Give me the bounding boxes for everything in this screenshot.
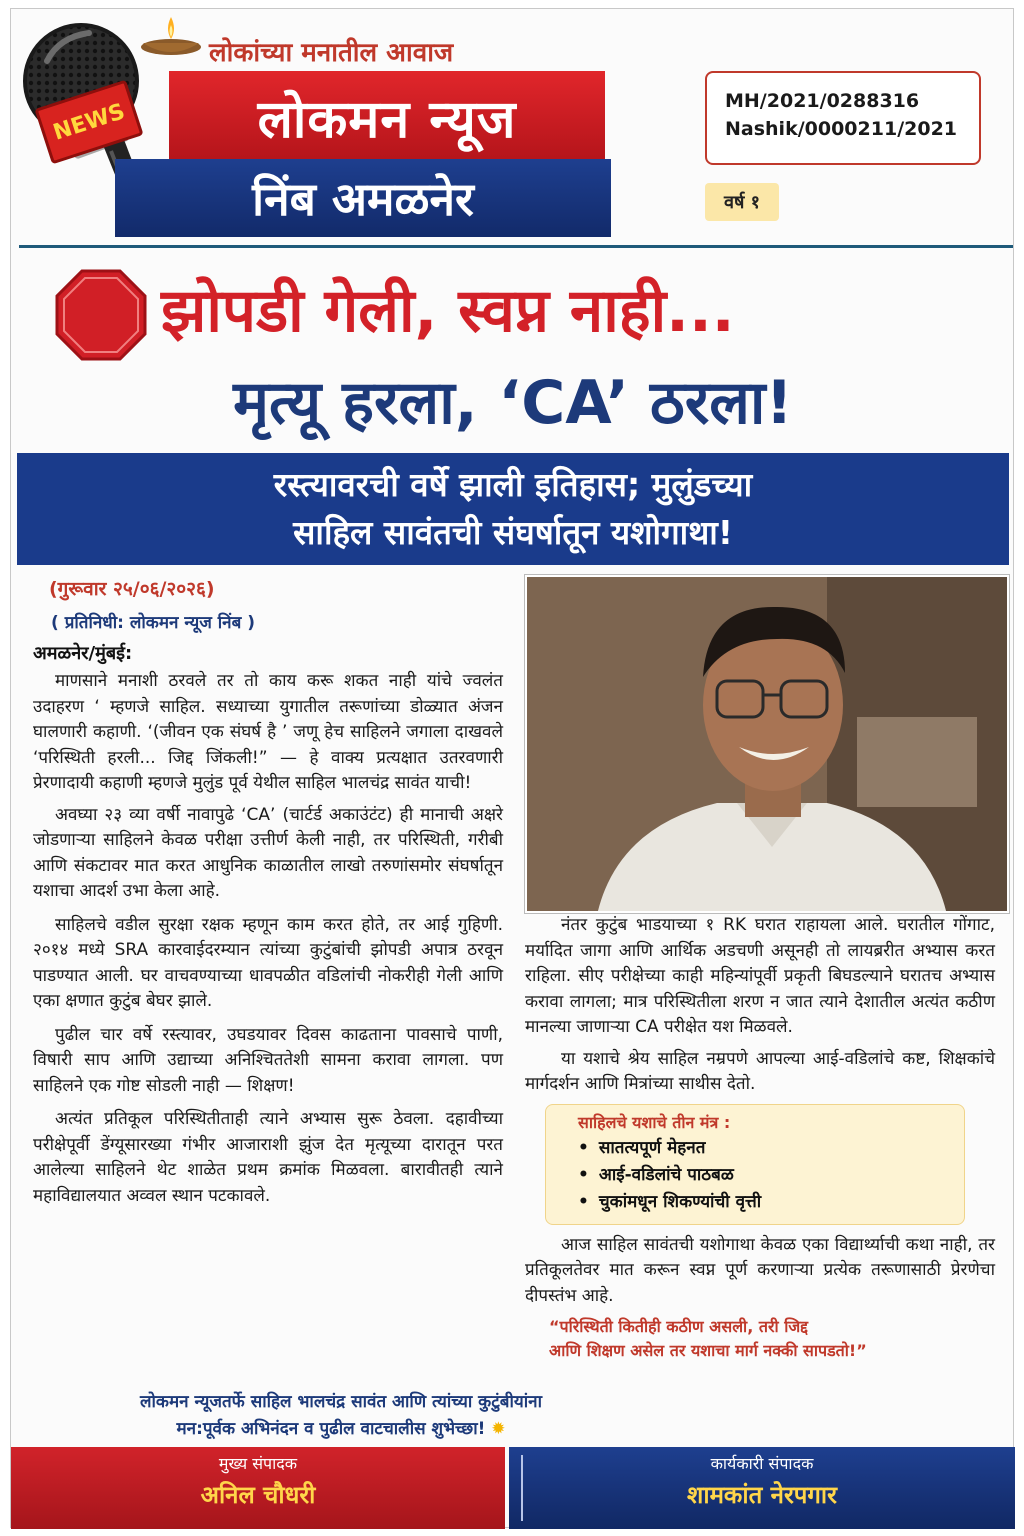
editor-name: अनिल चौधरी — [200, 1481, 316, 1509]
year-badge: वर्ष १ — [705, 183, 779, 221]
closing-quote — [549, 1315, 995, 1363]
headline-primary: झोपडी गेली, स्वप्न नाही... — [161, 276, 735, 346]
subheadline-line: रस्त्यावरची वर्षे झाली इतिहास; मुलुंडच्या — [273, 465, 753, 504]
quote-line: आणि शिक्षण असेल तर यशाचा मार्ग नक्की सापडतो!” — [549, 1341, 867, 1360]
article-reporter: ( प्रतिनिधी: लोकमन न्यूज निंब ) — [51, 613, 256, 633]
executive-editor-panel — [509, 1447, 1015, 1529]
quote-line: “परिस्थिती कितीही कठीण असली, तरी जिद्द — [549, 1317, 808, 1336]
article-paragraph: अत्यंत प्रतिकूल परिस्थितीताही त्याने अभ्यास सुरू ठेवला. दहावीच्या परीक्षेपूर्वी डेंग्यूसारख्या गंभीर आजाराशी झुंज देत मृत्यूच्या दारातून परत आलेल्या साहिलने थेट शाळेत प्रथम क्रमांक मिळवला. बारावीतही त्याने महाविद्यालयात अव्वल स्थान पटकावले. — [33, 1109, 503, 1206]
subheadline-banner — [17, 453, 1009, 565]
article-paragraph: पुढील चार वर्षे रस्त्यावर, उघडयावर दिवस काढताना पावसाचे पाणी, विषारी साप आणि उद्याच्या अनिश्चिततेशी सामना करावा लागला. पण साहिलने एक गोष्ट सोडली नाही — शिक्षण! — [33, 1024, 503, 1096]
registration-box — [705, 71, 981, 165]
exec-editor-role: कार्यकारी संपादक — [710, 1454, 814, 1473]
headline-secondary: मृत्यू हरला, ‘CA’ ठरला! — [233, 368, 793, 438]
article-dateline: अमळनेर/मुंबई: — [33, 643, 133, 664]
exec-editor-name: शामकांत नेरपगार — [687, 1481, 837, 1509]
chief-editor-panel — [11, 1447, 505, 1529]
masthead-tagline: लोकांच्या मनातील आवाज — [209, 38, 454, 68]
congrats-line: मन:पूर्वक अभिनंदन व पुढील वाटचालीस शुभेच्छा! ✹ — [176, 1419, 506, 1439]
article-left-column — [33, 575, 503, 1217]
subheadline-line: साहिल सावंतची संघर्षातून यशोगाथा! — [293, 513, 733, 552]
stop-sign-icon — [55, 269, 147, 361]
masthead-divider — [19, 245, 1013, 248]
diya-lamp-icon — [131, 13, 211, 57]
article-paragraph: नंतर कुटुंब भाडयाच्या १ RK घरात राहायला आले. घरातील गोंगाट, मर्यादित जागा आणि आर्थिक अडचणी असूनही तो लायब्ररीत अभ्यास करत राहिला. सीए परीक्षेच्या काही महिन्यांपूर्वी प्रकृती बिघडल्याने घरातच अभ्यास करावा लागला; मात्र परिस्थितीला शरण न जात त्याने देशातील अत्यंत कठीण मानल्या जाणाऱ्या CA परीक्षेत यश मिळवले. — [525, 915, 995, 1037]
editor-role: मुख्य संपादक — [218, 1454, 298, 1473]
mantra-item: • चुकांमधून शिकण्यांची वृत्ती — [578, 1189, 954, 1216]
masthead-subtitle: निंब अमळनेर — [115, 159, 611, 237]
article-paragraph: माणसाने मनाशी ठरवले तर तो काय करू शकत नाही यांचे ज्वलंत उदाहरण ‘ म्हणजे साहिल. सध्याच्या युगातील तरूणांच्या डोळ्यात अंजन घालणारी कहाणी. ‘(जीवन एक संघर्ष है ’ जणू हेच साहिलने जगाला दाखवले ‘परिस्थिती हरली... जिद्द जिंकली!” — हे वाक्य प्रत्यक्षात उतरवणारी प्रेरणादायी कहाणी म्हणजे मुलुंड पूर्व येथील साहिल भालचंद्र सावंत याची! — [33, 671, 503, 793]
newspaper-page — [10, 8, 1014, 1528]
registration-number: MH/2021/0288316 — [725, 90, 920, 112]
mantra-item: • सातत्यपूर्ण मेहनत — [578, 1135, 954, 1162]
sparkle-icon: ✹ — [491, 1419, 506, 1439]
article-date: (गुरूवार २५/०६/२०२६) — [49, 578, 215, 600]
footer-divider — [521, 1455, 523, 1521]
masthead-title: लोकमन न्यूज — [169, 71, 605, 163]
congrats-line: लोकमन न्यूजतर्फे साहिल भालचंद्र सावंत आणि त्यांच्या कुटुंबीयांना — [140, 1392, 542, 1412]
article-right-column — [525, 913, 995, 1363]
portrait-photo — [525, 575, 1009, 913]
article-paragraph: अवघ्या २३ व्या वर्षी नावापुढे ‘CA’ (चार्टर्ड अकाउंटंट) ही मानाची अक्षरे जोडणाऱ्या साहिलने केवळ परीक्षा उत्तीर्ण केली नाही, तर परिस्थिती, गरीबी आणि संकटावर मात करत आधुनिक काळातील लाखो तरुणांसमोर संघर्षातून यशाचा आदर्श उभा केला आहे. — [33, 804, 503, 901]
success-mantras-box — [545, 1104, 965, 1225]
article-paragraph: या यशाचे श्रेय साहिल नम्रपणे आपल्या आई-वडिलांचे कष्ट, शिक्षकांचे मार्गदर्शन आणि मित्रांच्या साथीस देतो. — [525, 1048, 995, 1094]
mantras-title: साहिलचे यशाचे तीन मंत्र : — [578, 1112, 731, 1132]
person-portrait-illustration — [527, 577, 1009, 913]
congratulations-message — [11, 1389, 671, 1443]
article-paragraph: साहिलचे वडील सुरक्षा रक्षक म्हणून काम करत होते, तर आई गुहिणी. २०१४ मध्ये SRA कारवाईदरम्यान त्यांच्या कुटुंबांची झोपडी अपात्र ठरवून पाडण्यात आली. घर वाचवण्याच्या धावपळीत वडिलांची नोकरीही गेली आणि एका क्षणात कुटुंब बेघर झाले. — [33, 914, 503, 1011]
registration-number: Nashik/0000211/2021 — [725, 118, 958, 140]
article-paragraph: आज साहिल सावंतची यशोगाथा केवळ एका विद्यार्थ्याची कथा नाही, तर प्रतिकूलतेवर मात करून स्वप्न पूर्ण करणाऱ्या प्रत्येक तरूणासाठी प्रेरणेचा दीपस्तंभ आहे. — [525, 1234, 995, 1306]
news-badge: NEWS — [34, 80, 143, 165]
mantra-item: • आई-वडिलांचे पाठबळ — [578, 1162, 954, 1189]
